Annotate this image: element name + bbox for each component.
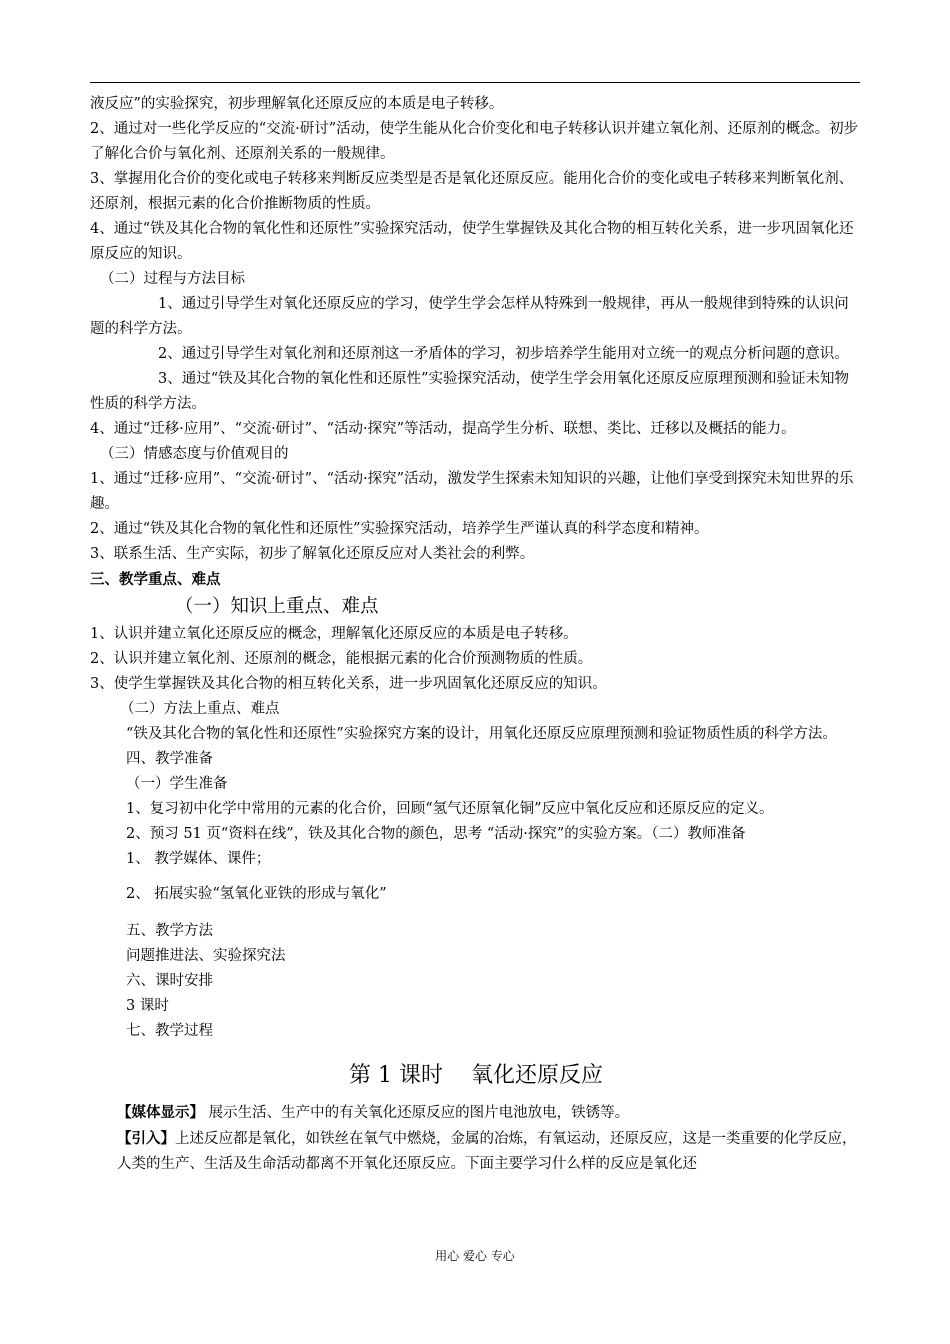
text-line: 1、通过“迁移·应用”、“交流·研讨”、“活动·探究”活动，激发学生探索未知知识的兴趣，让他们享受到探究未知世界的乐趣。: [90, 471, 854, 512]
text-line: 3、通过“铁及其化合物的氧化性和还原性”实验探究活动，使学生学会用氧化还原反应原理预测和验证未知物性质的科学方法。: [90, 371, 850, 412]
section-subheading-large: （一）知识上重点、难点: [175, 596, 379, 617]
text-line: 3、使学生掌握铁及其化合物的相互转化关系，进一步巩固氧化还原反应的知识。: [90, 676, 607, 692]
text-line: 1、 教学媒体、课件；: [126, 851, 271, 867]
document-body: [90, 92, 862, 1177]
text-line: 2、 拓展实验“氢氧化亚铁的形成与氧化”: [126, 886, 387, 902]
text-line: 2、认识并建立氧化剂、还原剂的概念，能根据元素的化合价预测物质的性质。: [90, 651, 593, 667]
text-line: 1、复习初中化学中常用的元素的化合价，回顾“氢气还原氧化铜”反应中氧化反应和还原反应的定义。: [126, 801, 774, 817]
lesson-number: 第 1 课时: [349, 1063, 443, 1088]
page-footer: 用心 爱心 专心: [435, 1249, 515, 1263]
section-subheading: （一）学生准备: [126, 776, 228, 792]
media-display-paragraph: [90, 1100, 862, 1126]
section-subheading: （二）方法上重点、难点: [120, 701, 280, 717]
text-line: 3、联系生活、生产实际，初步了解氧化还原反应对人类社会的利弊。: [90, 546, 535, 562]
text-line: 液反应”的实验探究，初步理解氧化还原反应的本质是电子转移。: [90, 96, 504, 112]
text-line: 4、通过“铁及其化合物的氧化性和还原性”实验探究活动，使学生掌握铁及其化合物的相互转化关系，进一步巩固氧化还原反应的知识。: [90, 221, 854, 262]
text-line: 1、认识并建立氧化还原反应的概念，理解氧化还原反应的本质是电子转移。: [90, 626, 578, 642]
text-line: 4、通过“迁移·应用”、“交流·研讨”、“活动·探究”等活动，提高学生分析、联想、类比、迁移以及概括的能力。: [90, 421, 796, 437]
text-line: 2、通过“铁及其化合物的氧化性和还原性”实验探究活动，培养学生严谨认真的科学态度和精神。: [90, 521, 709, 537]
section-heading: 三、教学重点、难点: [90, 571, 221, 588]
section-heading: 五、教学方法: [126, 923, 213, 939]
text-line: 2、预习 51 页“资料在线”，铁及其化合物的颜色，思考 “活动·探究”的实验方案。（二）教师准备: [126, 826, 746, 842]
text-line: 问题推进法、实验探究法: [126, 948, 286, 964]
intro-paragraph: [90, 1126, 862, 1177]
text-line: 3、掌握用化合价的变化或电子转移来判断反应类型是否是氧化还原反应。能用化合价的变化或电子转移来判断氧化剂、还原剂，根据元素的化合价推断物质的性质。: [90, 171, 854, 212]
text-line: 1、通过引导学生对氧化还原反应的学习，使学生学会怎样从特殊到一般规律，再从一般规律到特殊的认识问题的科学方法。: [90, 296, 849, 337]
text-line: 2、通过引导学生对氧化剂和还原剂这一矛盾体的学习，初步培养学生能用对立统一的观点分析问题的意识。: [158, 346, 849, 362]
section-subheading: （二）过程与方法目标: [100, 271, 245, 287]
text-line: “铁及其化合物的氧化性和还原性”实验探究方案的设计，用氧化还原反应原理预测和验证物质性质的科学方法。: [126, 726, 837, 742]
lesson-topic: 氧化还原反应: [470, 1063, 603, 1088]
intro-label: 【引入】: [117, 1130, 175, 1147]
media-text: 展示生活、生产中的有关氧化还原反应的图片电池放电，铁锈等。: [208, 1105, 630, 1121]
intro-text: 上述反应都是氧化，如铁丝在氧气中燃烧，金属的冶炼，有氧运动，还原反应，这是一类重要的化学反应，人类的生产、生活及生命活动都离不开氧化还原反应。下面主要学习什么样的反应是氧化还: [117, 1131, 857, 1172]
text-line: 2、通过对一些化学反应的“交流·研讨”活动，使学生能从化合价变化和电子转移认识并建立氧化剂、还原剂的概念。初步了解化合价与氧化剂、还原剂关系的一般规律。: [90, 121, 859, 162]
lesson-title: [90, 1060, 862, 1092]
section-heading: 七、教学过程: [126, 1023, 213, 1039]
section-heading: 四、教学准备: [126, 751, 213, 767]
section-heading: 六、课时安排: [126, 973, 213, 989]
section-subheading: （三）情感态度与价值观目的: [100, 446, 289, 462]
header-rule: [90, 82, 860, 83]
media-label: 【媒体显示】: [117, 1104, 204, 1121]
text-line: 3 课时: [126, 998, 169, 1014]
